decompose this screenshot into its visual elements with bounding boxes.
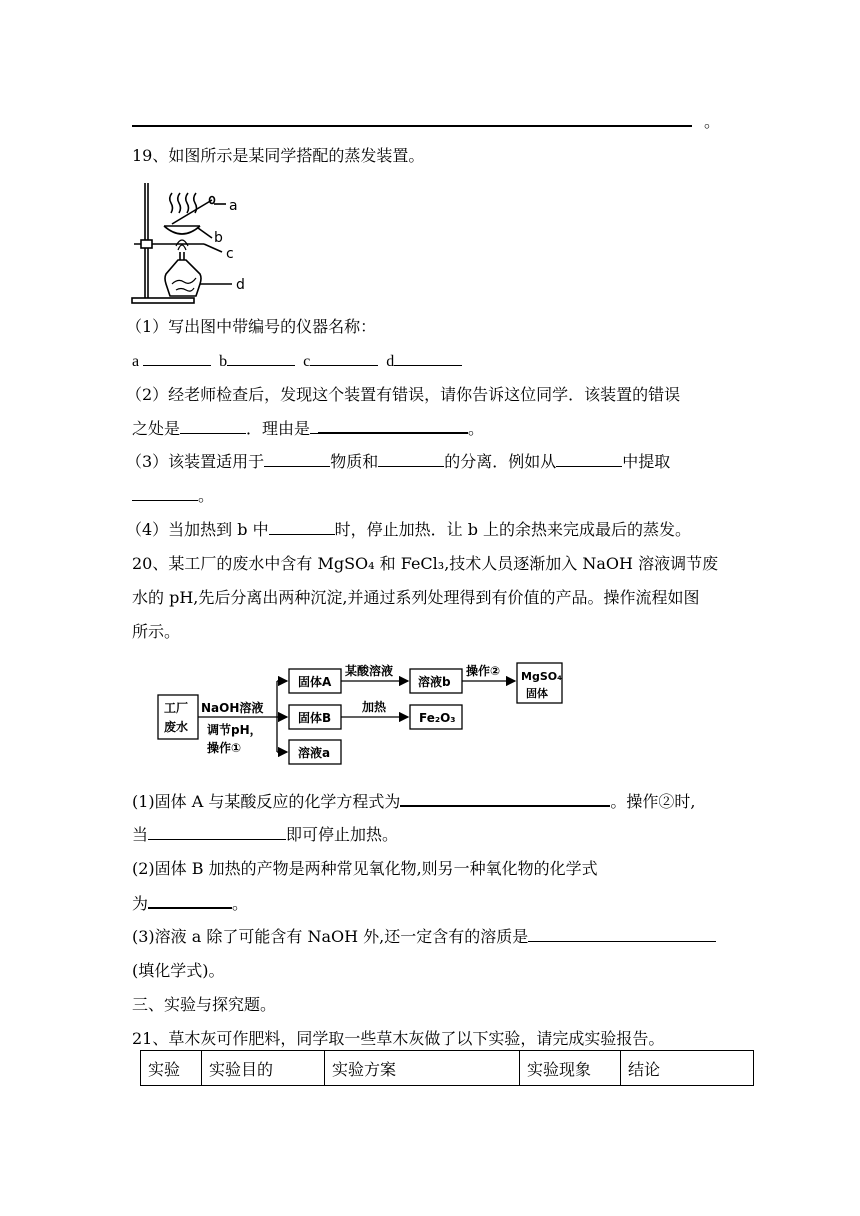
text: 为	[132, 894, 149, 913]
blank[interactable]	[269, 519, 335, 535]
solution-b-box: 溶液b	[418, 675, 451, 689]
q20-sub3-line2: (填化学式)。	[132, 961, 225, 980]
process-flow-diagram	[155, 655, 575, 770]
text: 时，停止加热．让 b 上的余热来完成最后的蒸发。	[334, 520, 692, 539]
experiment-report-table	[140, 1050, 754, 1086]
reason-blank[interactable]	[318, 417, 468, 434]
blank[interactable]	[378, 451, 444, 467]
waste-water-label-bottom: 废水	[164, 720, 189, 734]
section-3-heading: 三、实验与探究题。	[132, 995, 277, 1014]
header-plan: 实验方案	[325, 1051, 520, 1086]
reason-blank-prefix[interactable]	[310, 418, 318, 434]
text: 。	[232, 894, 249, 913]
header-phenomenon: 实验现象	[520, 1051, 621, 1086]
q20-sub1-line1	[132, 790, 696, 813]
q20-line1: 20、某工厂的废水中含有 MgSO₄ 和 FeCl₃,技术人员逐渐加入 NaOH 溶液调节废	[132, 554, 719, 573]
q19-part3	[126, 451, 670, 473]
waste-water-label-top: 工厂	[164, 701, 189, 715]
blank-d[interactable]	[394, 350, 462, 366]
blank-label-a: a	[132, 353, 140, 370]
q19-blanks-row	[132, 350, 462, 373]
acid-label: 某酸溶液	[345, 664, 394, 678]
text: 即可停止加热。	[286, 825, 399, 844]
q20-line3: 所示。	[132, 622, 181, 641]
question-19-title: 19、如图所示是某同学搭配的蒸发装置。	[132, 146, 425, 165]
label-d: d	[236, 277, 245, 293]
blank-b[interactable]	[227, 350, 295, 366]
blank-label-c: c	[303, 353, 311, 370]
q20-sub3-line1	[132, 926, 716, 948]
text: 。	[468, 419, 485, 438]
header-conclusion: 结论	[621, 1051, 754, 1086]
blank[interactable]	[556, 451, 622, 467]
text: 当	[132, 825, 149, 844]
text: (1)固体 A 与某酸反应的化学方程式为	[132, 792, 401, 811]
answer-blank[interactable]	[132, 110, 692, 127]
fe2o3-box: Fe₂O₃	[419, 711, 456, 725]
mgso4-product: MgSO₄	[521, 670, 562, 683]
q20-sub1-line2	[132, 824, 398, 846]
label-c: c	[226, 246, 234, 262]
q20-sub2-line2	[132, 892, 248, 915]
solute-blank[interactable]	[528, 926, 716, 942]
blank[interactable]	[264, 451, 330, 467]
evaporation-apparatus-figure	[128, 180, 258, 306]
blank-label-b: b	[219, 353, 228, 370]
heat-label: 加热	[362, 700, 387, 714]
text: （4）当加热到 b 中	[126, 520, 269, 539]
header-experiment: 实验	[141, 1051, 202, 1086]
solid-b-box: 固体B	[298, 711, 332, 725]
blank-a[interactable]	[143, 350, 211, 366]
q19-part3-cont	[132, 485, 214, 507]
solid-product: 固体	[526, 687, 548, 700]
text: 的分离．例如从	[444, 452, 557, 471]
table-header-row	[141, 1051, 754, 1086]
q20-sub2-line1: (2)固体 B 加热的产物是两种常见氧化物,则另一种氧化物的化学式	[132, 859, 598, 878]
top-answer-line	[132, 110, 720, 133]
blank[interactable]	[132, 485, 198, 501]
solid-a-box: 固体A	[298, 675, 332, 689]
label-b: b	[214, 230, 223, 246]
text: (3)溶液 a 除了可能含有 NaOH 外,还一定含有的溶质是	[132, 927, 529, 946]
naoh-label: NaOH溶液	[201, 701, 264, 715]
line-end: 。	[704, 112, 721, 131]
q19-part2-line1: （2）经老师检查后，发现这个装置有错误，请你告诉这位同学．该装置的错误	[126, 385, 681, 404]
text: （3）该装置适用于	[126, 452, 265, 471]
blank-label-d: d	[386, 353, 395, 370]
operation1-label: 操作①	[207, 741, 242, 755]
text: 之处是	[132, 419, 181, 438]
adjust-ph-label: 调节pH，	[207, 723, 262, 737]
text: ．理由是	[246, 419, 311, 438]
text: 物质和	[330, 452, 379, 471]
equation-blank[interactable]	[400, 790, 610, 807]
text: 中提取	[622, 452, 671, 471]
text: 。操作②时,	[610, 792, 696, 811]
oxide-formula-blank[interactable]	[148, 892, 232, 909]
operation2-label: 操作②	[466, 664, 501, 678]
solution-a-box: 溶液a	[298, 746, 331, 760]
text: 。	[198, 486, 215, 505]
header-purpose: 实验目的	[202, 1051, 325, 1086]
q21-title: 21、草木灰可作肥料，同学取一些草木灰做了以下实验，请完成实验报告。	[132, 1029, 665, 1048]
stop-heating-blank[interactable]	[148, 824, 286, 840]
q19-part2-line2	[132, 417, 484, 440]
error-blank[interactable]	[180, 418, 246, 434]
label-a: a	[229, 198, 238, 214]
q19-part4	[126, 519, 691, 541]
blank-c[interactable]	[310, 350, 378, 366]
q20-line2: 水的 pH,先后分离出两种沉淀,并通过系列处理得到有价值的产品。操作流程如图	[132, 588, 700, 607]
q19-part1: （1）写出图中带编号的仪器名称：	[126, 317, 377, 336]
